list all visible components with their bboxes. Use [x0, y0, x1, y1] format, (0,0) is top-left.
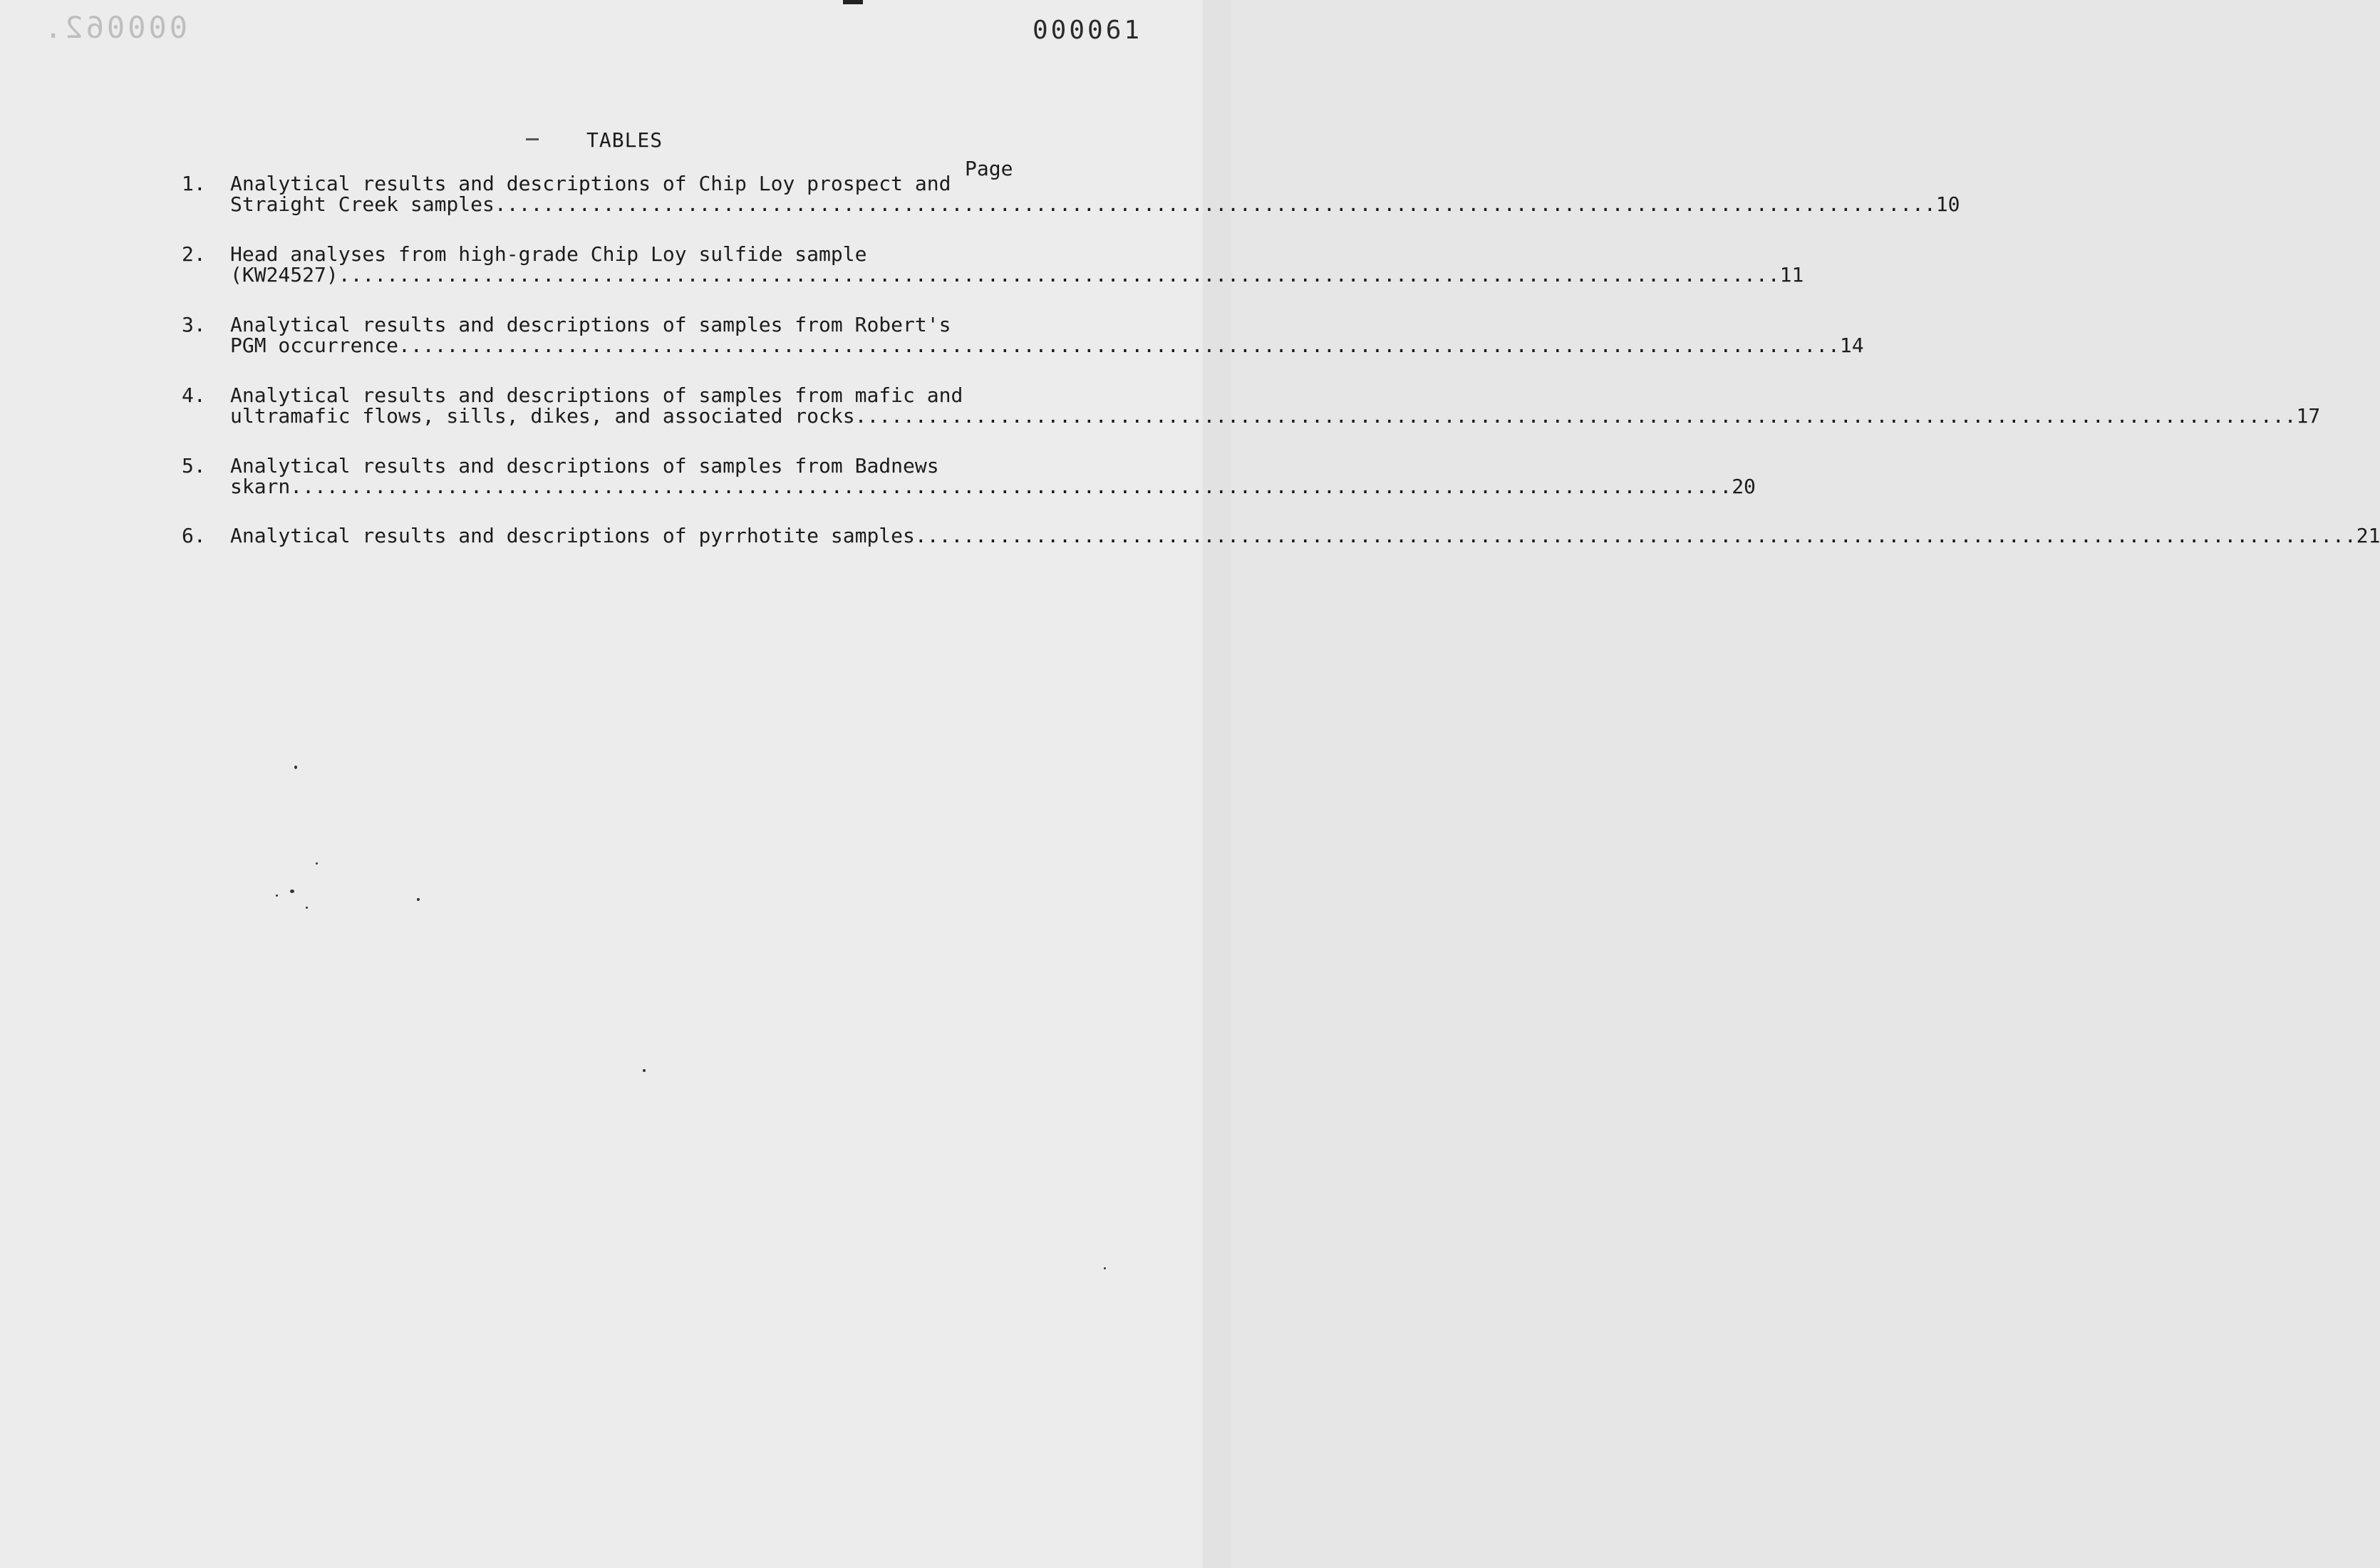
dot-leader: ........................................................................................................................: [290, 475, 1732, 498]
entry-number: 5.: [182, 454, 206, 478]
entry-title-text: skarn: [230, 475, 291, 498]
entry-title-last-line: [230, 524, 2380, 547]
entry-page-number: 20: [1732, 475, 1756, 498]
scan-speck: [316, 862, 318, 865]
entry-page-number: 11: [1779, 263, 1804, 287]
dot-leader: ........................................................................................................................: [914, 524, 2356, 547]
dot-leader: ........................................................................................................................: [398, 334, 1840, 357]
entry-title-text: Analytical results and descriptions of pyrrhotite samples: [230, 524, 915, 547]
entry-title-line: Analytical results and descriptions of samples from mafic and: [230, 383, 963, 407]
scan-speck: [643, 1069, 646, 1072]
entry-page-number: 17: [2296, 404, 2321, 428]
entry-title: [230, 313, 1864, 357]
dot-leader: ........................................................................................................................: [338, 263, 1780, 287]
dot-leader: ........................................................................................................................: [854, 404, 2297, 428]
entry-number: 3.: [182, 313, 206, 336]
entry-title-last-line: [230, 263, 1804, 287]
entry-title-line: Analytical results and descriptions of samples from Robert's: [230, 313, 951, 336]
entry-title-last-line: [230, 404, 2321, 428]
entry-title-line: Head analyses from high-grade Chip Loy sulfide sample: [230, 242, 867, 266]
entry-title-text: PGM occurrence: [230, 334, 399, 357]
bleed-through-page-number: 000062.: [41, 10, 188, 45]
entry-title-last-line: [230, 192, 1960, 216]
heading-dash: [526, 138, 539, 140]
entry-title-line: Analytical results and descriptions of Chip Loy prospect and: [230, 172, 951, 195]
scan-speck: [306, 907, 308, 909]
page-number: 000061: [1033, 16, 1143, 45]
entry-number: 2.: [182, 242, 206, 266]
scan-speck: [1104, 1267, 1106, 1269]
entry-title-text: Straight Creek samples: [230, 192, 495, 216]
entry-title: [230, 454, 1756, 498]
scan-speck: [276, 894, 278, 897]
entry-number: 1.: [182, 172, 206, 195]
entry-number: 4.: [182, 383, 206, 407]
entry-number: 6.: [182, 524, 206, 547]
entry-title-text: (KW24527): [230, 263, 338, 287]
entry-title-last-line: [230, 475, 1756, 498]
scan-mark: [843, 0, 863, 4]
entry-page-number: 10: [1935, 192, 1960, 216]
entry-title: [230, 242, 1804, 287]
entry-title-text: ultramafic flows, sills, dikes, and associated rocks: [230, 404, 855, 428]
page-column-label: Page: [965, 157, 1013, 180]
entry-page-number: 14: [1839, 334, 1864, 357]
dot-leader: ........................................................................................................................: [494, 192, 1936, 216]
scan-edge: [1203, 0, 1231, 1568]
entry-page-number: 21: [2356, 524, 2380, 547]
entry-title-last-line: [230, 334, 1864, 357]
entry-title-line: Analytical results and descriptions of samples from Badnews: [230, 454, 939, 478]
scan-speck: [417, 898, 420, 901]
entry-title: [230, 172, 1960, 216]
scan-speck: [294, 765, 297, 769]
entry-title: [230, 524, 2380, 547]
tables-heading: TABLES: [586, 128, 663, 152]
scan-speck: [290, 889, 294, 893]
entry-title: [230, 383, 2321, 428]
